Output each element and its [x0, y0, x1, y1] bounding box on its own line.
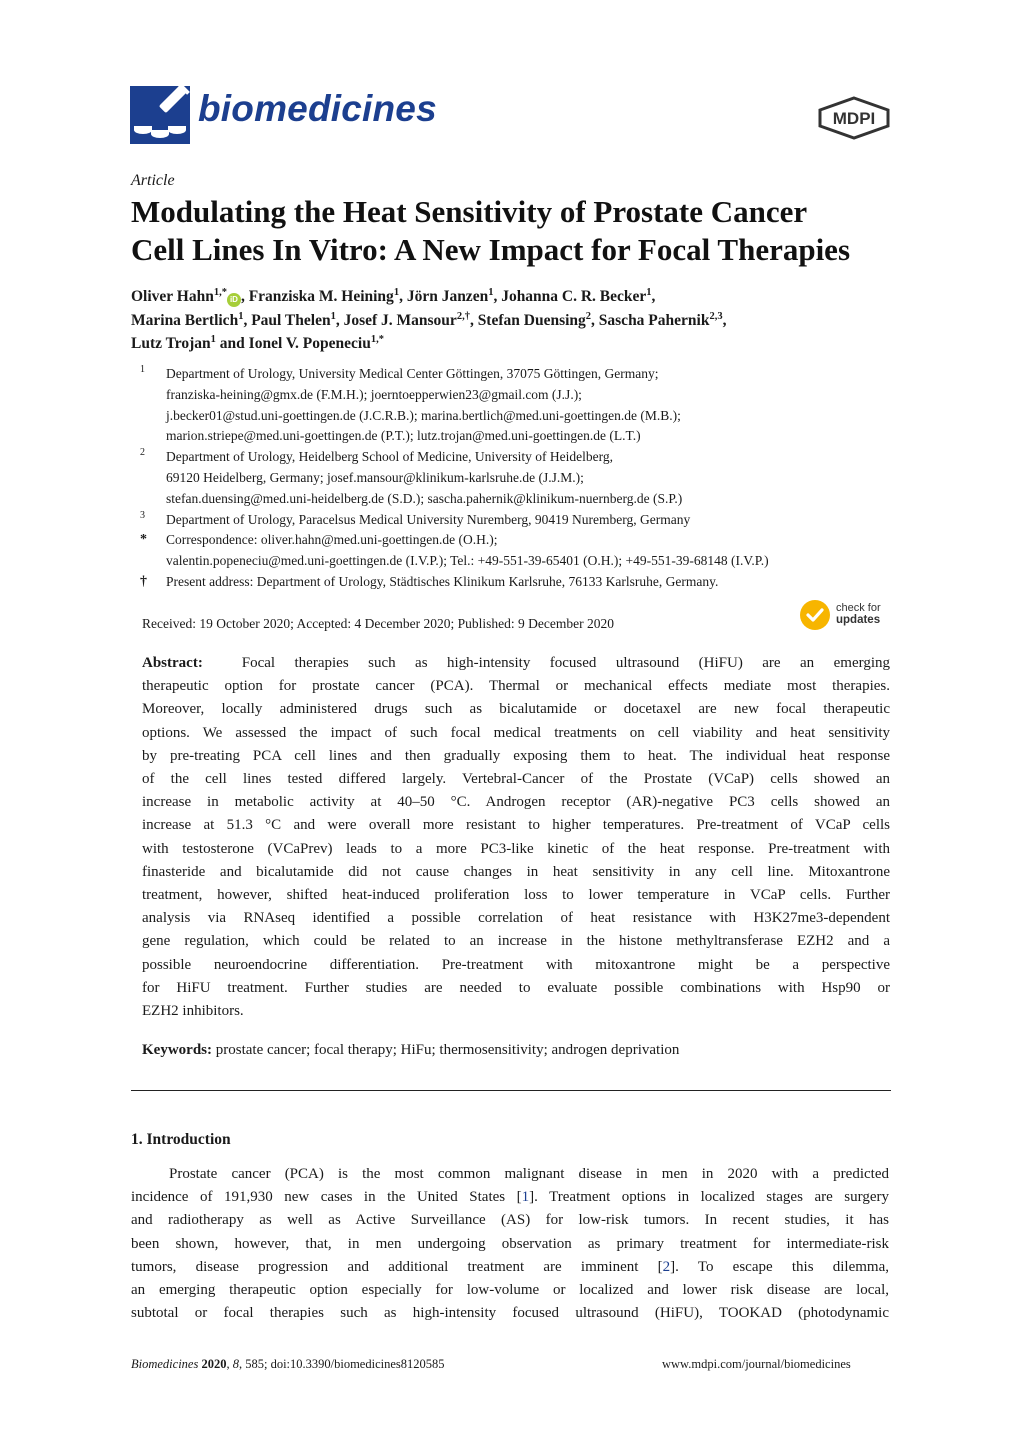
affiliation-mark: 1: [140, 364, 145, 375]
check-for-updates-text: [836, 602, 881, 626]
abstract-text: Focal therapies such as high-intensity focused ultrasound (HiFU) are an emerging: [241, 655, 890, 671]
affiliation-line: j.becker01@stud.uni-goettingen.de (J.C.R.B.); marina.bertlich@med.uni-goettingen.de (M.B.);: [166, 407, 681, 423]
affiliation-line: stefan.duensing@med.uni-heidelberg.de (S.D.); sascha.pahernik@klinikum-nuernberg.de (S.P.): [166, 490, 683, 506]
author-name: , Johanna C. R. Becker: [493, 288, 647, 305]
title-line: Cell Lines In Vitro: A New Impact for Focal Therapies: [131, 232, 851, 267]
reference-link[interactable]: 2: [662, 1258, 671, 1275]
affiliation-mark: †: [140, 573, 147, 589]
author-name: Oliver Hahn: [131, 288, 214, 305]
section-heading: 1. Introduction: [131, 1131, 231, 1148]
paragraph-line: [131, 1163, 889, 1186]
abstract-text: with testosterone (VCaPrev) leads to a more PC3-like kinetic of the heat response. Pre-treatment with: [142, 840, 890, 857]
paragraph-text: tumors, disease progression and additional treatment are imminent [: [131, 1258, 663, 1275]
abstract-line: [142, 745, 890, 768]
abstract-line: [142, 791, 890, 814]
abstract-text: increase in metabolic activity at 40–50 °C. Androgen receptor (AR)-negative PC3 cells showed an: [142, 794, 890, 811]
paragraph-line: [131, 1302, 889, 1325]
abstract-text: Moreover, locally administered drugs such as bicalutamide or docetaxel are new focal therapeutic: [142, 701, 890, 718]
affiliation-line: Correspondence: oliver.hahn@med.uni-goettingen.de (O.H.);: [166, 532, 498, 548]
author-affiliation-mark: 1,*: [370, 334, 384, 345]
introduction-text: [131, 1163, 889, 1325]
abstract-line: [142, 838, 890, 861]
author-affiliation-mark: 1: [488, 287, 494, 298]
abstract-line: [142, 861, 890, 884]
abstract-text: gene regulation, which could be related to an increase in the histone methyltransferase EZH2 and a: [142, 933, 890, 950]
author-affiliation-mark: 1: [210, 334, 216, 345]
abstract-line: [142, 768, 890, 791]
affiliation-line: Department of Urology, Heidelberg School of Medicine, University of Heidelberg,: [166, 449, 614, 465]
abstract-line: [142, 698, 890, 721]
affiliation-line: Present address: Department of Urology, Städtisches Klinikum Karlsruhe, 76133 Karlsruhe, Germany.: [166, 573, 719, 589]
title-line: Modulating the Heat Sensitivity of Prostate Cancer: [131, 194, 808, 229]
author-list: [131, 285, 901, 356]
author-name: and Ionel V. Popeneciu: [215, 335, 371, 352]
abstract-line: [142, 1000, 890, 1023]
paragraph-text: ]. Treatment options in localized stages are surgery: [529, 1189, 889, 1206]
author-name: Lutz Trojan: [131, 335, 211, 352]
footer-year: 2020: [201, 1357, 227, 1371]
author-name: ,: [722, 311, 727, 329]
abstract-line: [142, 675, 890, 698]
affiliation: [140, 530, 900, 572]
paragraph-text: incidence of 191,930 new cases in the United States [: [131, 1189, 522, 1206]
article-type: Article: [131, 172, 175, 189]
publication-dates: Received: 19 October 2020; Accepted: 4 December 2020; Published: 9 December 2020: [142, 616, 614, 631]
affiliation-line: Department of Urology, Paracelsus Medical University Nuremberg, 90419 Nuremberg, Germany: [166, 511, 691, 527]
affiliation-mark: 2: [140, 447, 145, 459]
author-affiliation-mark: 1: [330, 310, 336, 322]
author-name: , Paul Thelen: [243, 311, 331, 329]
check-for-updates-badge[interactable]: [800, 600, 892, 634]
paragraph-line: [131, 1233, 889, 1256]
footer-journal: Biomedicines: [131, 1357, 199, 1371]
paragraph-text: and radiotherapy as well as Active Surveillance (AS) for low-risk tumors. In recent studies, it has: [131, 1212, 889, 1229]
footer-journal-url[interactable]: www.mdpi.com/journal/biomedicines: [662, 1357, 851, 1371]
footer-doi: , 585; doi:10.3390/biomedicines8120585: [238, 1357, 445, 1371]
author-affiliation-mark: 2: [585, 310, 592, 322]
abstract-text: therapeutic option for prostate cancer (PCA). Thermal or mechanical effects mediate most therapies.: [142, 678, 890, 695]
author-affiliation-mark: 1,*: [213, 287, 227, 298]
abstract-line: [142, 652, 890, 675]
author-line: [131, 285, 901, 309]
abstract-text: for HiFU treatment. Further studies are needed to evaluate possible combinations with Hsp90 or: [142, 979, 890, 996]
abstract-text: finasteride and bicalutamide did not cause changes in heat sensitivity in any cell line. Mitoxantrone: [142, 863, 890, 880]
affiliation: [140, 447, 900, 509]
author-name: , Jörn Janzen: [399, 288, 489, 305]
orcid-icon[interactable]: iD: [227, 293, 241, 307]
mdpi-logo-icon: [818, 96, 890, 140]
abstract-line: [142, 907, 890, 930]
abstract-text: possible neuroendocrine differentiation. Pre-treatment with mitoxantrone might be a perspective: [142, 956, 890, 973]
paragraph-text: Prostate cancer (PCA) is the most common malignant disease in men in 2020 with a predicted: [169, 1166, 889, 1182]
author-name: ,: [651, 288, 656, 305]
author-name: , Franziska M. Heining: [240, 288, 394, 305]
mdpi-logo-text: MDPI: [832, 109, 876, 128]
affiliation: [140, 510, 900, 531]
footer-volume: 8: [232, 1357, 239, 1371]
author-line: [131, 332, 901, 356]
keywords: [142, 1042, 679, 1059]
abstract-text: increase at 51.3 °C and were overall more resistant to higher temperatures. Pre-treatment of VCaP cells: [142, 817, 890, 834]
abstract-text: treatment, however, shifted heat-induced proliferation loss to lower temperature in VCaP cells. Further: [142, 887, 890, 904]
paragraph-text: ]. To escape this dilemma,: [670, 1258, 889, 1275]
footer-citation: Biomedicines 2020, 8, 585; doi:10.3390/biomedicines8120585: [131, 1357, 445, 1371]
author-affiliation-mark: 1: [238, 310, 244, 322]
author-affiliation-mark: 2,†: [456, 310, 470, 322]
check-updates-line1: check for: [836, 602, 881, 614]
section-divider: [131, 1090, 891, 1091]
check-updates-line2: updates: [836, 614, 881, 626]
paragraph-text: subtotal or focal therapies such as high-intensity focused ultrasound (HiFU), TOOKAD (photodynamic: [131, 1305, 889, 1322]
author-name: , Stefan Duensing: [469, 311, 586, 329]
abstract-line: [142, 722, 890, 745]
abstract: [142, 652, 890, 1023]
affiliation-mark: 3: [140, 509, 145, 521]
journal-name: biomedicines: [198, 88, 437, 129]
article-title: [131, 193, 911, 269]
keywords-text: prostate cancer; focal therapy; HiFu; thermosensitivity; androgen deprivation: [215, 1042, 680, 1058]
abstract-line: [142, 814, 890, 837]
affiliation-line: valentin.popeneciu@med.uni-goettingen.de (I.V.P.); Tel.: +49-551-39-65401 (O.H.); +49-551-39-68148 (I.V.P.): [166, 553, 769, 569]
reference-link[interactable]: 1: [521, 1189, 530, 1206]
author-affiliation-mark: 1: [393, 287, 400, 298]
affiliations: [140, 364, 900, 593]
paragraph-text: been shown, however, that, in men undergoing observation as primary treatment for intermediate-risk: [131, 1235, 889, 1252]
affiliation: [140, 572, 900, 593]
affiliation-line: franziska-heining@gmx.de (F.M.H.); joerntoepperwien23@gmail.com (J.J.);: [166, 386, 582, 402]
abstract-text: options. We assessed the impact of such focal medical treatments on cell viability and heat sensitivity: [142, 724, 890, 741]
affiliation: [140, 364, 900, 447]
paragraph-line: [131, 1256, 889, 1279]
abstract-text: EZH2 inhibitors.: [142, 1003, 244, 1020]
checkmark-badge-icon: [800, 600, 830, 630]
abstract-line: [142, 954, 890, 977]
test-tube-dish-icon: [130, 86, 190, 144]
abstract-text: analysis via RNAseq identified a possible correlation of heat resistance with H3K27me3-dependent: [142, 910, 890, 927]
paragraph-line: [131, 1186, 889, 1209]
keywords-label: Keywords:: [142, 1042, 212, 1058]
abstract-text: of the cell lines tested differed largely. Vertebral-Cancer of the Prostate (VCaP) cells showed an: [142, 771, 890, 788]
paragraph-line: [131, 1279, 889, 1302]
affiliation-mark: *: [140, 532, 147, 548]
paragraph-text: an emerging therapeutic option especially for low-volume or localized and lower risk disease are local,: [131, 1282, 889, 1299]
abstract-text: by pre-treating PCA cell lines and then gradually exposing them to heat. The individual heat response: [142, 747, 890, 764]
author-affiliation-mark: 2,3: [709, 310, 723, 322]
author-name: , Josef J. Mansour: [335, 311, 457, 329]
author-name: Marina Bertlich: [131, 311, 239, 329]
affiliation-line: 69120 Heidelberg, Germany; josef.mansour@klinikum-karlsruhe.de (J.J.M.);: [166, 469, 584, 485]
affiliation-line: marion.striepe@med.uni-goettingen.de (P.T.); lutz.trojan@med.uni-goettingen.de (L.T.): [166, 428, 641, 444]
abstract-label: Abstract:: [142, 655, 203, 671]
abstract-line: [142, 930, 890, 953]
author-line: [131, 309, 901, 333]
paragraph-line: [131, 1209, 889, 1232]
abstract-line: [142, 977, 890, 1000]
affiliation-line: Department of Urology, University Medical Center Göttingen, 37075 Göttingen, Germany;: [166, 366, 659, 381]
author-affiliation-mark: 1: [646, 287, 652, 298]
abstract-line: [142, 884, 890, 907]
author-name: , Sascha Pahernik: [591, 311, 710, 329]
